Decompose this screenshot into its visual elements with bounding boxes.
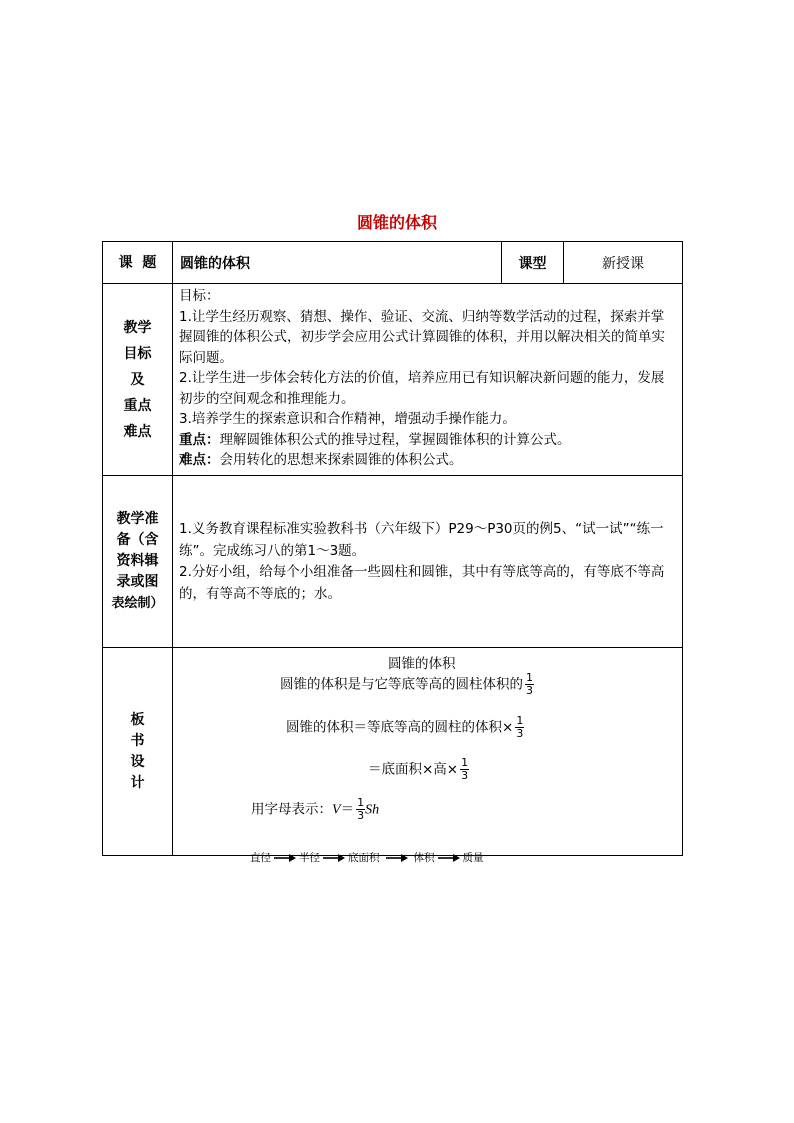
- arrow-right-icon: [438, 853, 460, 863]
- preparation-label-line: 教学准: [116, 511, 159, 527]
- board-row: [103, 648, 683, 856]
- preparation-item: 2.分好小组，给每个小组准备一些圆柱和圆锥，其中有等底等高的，有等底不等高的，有等高不等底的；水。: [179, 564, 665, 602]
- flow-item: 体积: [413, 852, 435, 864]
- objective-item: 1.让学生经历观察、猜想、操作、验证、交流、归纳等数学活动的过程，探索并掌握圆锥的体积公式，初步学会应用公式计算圆锥的体积，并用以解决相关的简单实际问题。: [179, 308, 665, 366]
- flow-item: 质量: [462, 852, 484, 864]
- formula-v: V: [332, 802, 341, 818]
- difficulty-text: 会用转化的思想来探索圆锥的体积公式。: [219, 452, 463, 468]
- type-label: 课型: [502, 242, 564, 284]
- fraction-denominator: 3: [357, 809, 365, 822]
- concept-flow: [250, 850, 484, 865]
- arrow-right-icon: [386, 853, 408, 863]
- fraction-numerator: 1: [516, 714, 524, 727]
- key-text: 理解圆锥体积公式的推导过程，掌握圆锥体积的计算公式。: [219, 431, 571, 448]
- objectives-label: [103, 284, 173, 476]
- formula-equals: ＝: [340, 801, 355, 818]
- board-line-3: [368, 757, 469, 782]
- fraction-numerator: 1: [461, 756, 469, 769]
- difficulty-label: 难点：: [179, 452, 220, 468]
- arrow-right-icon: [274, 853, 296, 863]
- board-line-4-label: 用字母表示：: [251, 801, 332, 818]
- board-label-line: 书: [130, 732, 145, 749]
- preparation-row: [103, 476, 683, 648]
- objectives-label-line: 教学: [123, 319, 152, 336]
- objectives-label-line: 及: [130, 371, 145, 388]
- objectives-heading: 目标：: [179, 288, 220, 304]
- fraction-denominator: 3: [516, 727, 524, 740]
- board-line-3-text: ＝底面积×高×: [368, 761, 459, 778]
- board-line-1-text: 圆锥的体积是与它等底等高的圆柱体积的: [280, 676, 523, 693]
- board-line-2-text: 圆锥的体积＝等底等高的圆柱的体积×: [286, 719, 514, 736]
- one-third-fraction: [525, 672, 534, 697]
- preparation-label: [103, 476, 173, 648]
- topic-value: 圆锥的体积: [173, 242, 502, 284]
- objectives-label-line: 目标: [123, 345, 152, 362]
- one-third-fraction: [515, 715, 524, 740]
- topic-row: [103, 242, 683, 284]
- fraction-denominator: 3: [526, 684, 533, 697]
- fraction-numerator: 1: [526, 671, 533, 684]
- preparation-label-line: 录或图: [116, 574, 159, 590]
- preparation-label-line: 备（含: [116, 532, 159, 548]
- document-title: 圆锥的体积: [356, 213, 437, 232]
- lesson-plan-table: [102, 241, 683, 856]
- type-value: 新授课: [564, 242, 683, 284]
- board-line-4: [251, 797, 379, 822]
- objectives-label-line: 重点: [123, 397, 152, 414]
- objective-item: 3.培养学生的探索意识和合作精神，增强动手操作能力。: [179, 411, 516, 427]
- difficulty-point: [179, 450, 676, 471]
- board-label: [103, 648, 173, 856]
- board-label-line: 板: [130, 711, 145, 728]
- objectives-row: [103, 284, 683, 476]
- preparation-label-line: 资料辑: [116, 553, 159, 569]
- objectives-label-line: 难点: [123, 423, 152, 440]
- formula-sh: Sh: [365, 802, 380, 818]
- preparation-item: 1.义务教育课程标准实验教科书（六年级下）P29～P30页的例5、“试一试”“练一练”。完成练习八的第1～3题。: [179, 521, 664, 559]
- one-third-fraction: [460, 757, 469, 782]
- flow-item: 直径: [250, 852, 271, 864]
- topic-label: 课 题: [103, 242, 173, 284]
- key-label: 重点：: [179, 431, 220, 448]
- key-point: [179, 430, 676, 451]
- flow-item: 底面积: [348, 852, 380, 864]
- board-line-2: [286, 715, 524, 740]
- arrow-right-icon: [323, 853, 345, 863]
- objective-item: 2.让学生进一步体会转化方法的价值，培养应用已有知识解决新问题的能力，发展初步的空间观念和推理能力。: [179, 370, 665, 407]
- board-content: [173, 648, 683, 856]
- board-label-line: 设: [130, 753, 145, 770]
- one-third-fraction: [356, 797, 365, 822]
- fraction-denominator: 3: [461, 769, 469, 782]
- board-label-line: 计: [130, 774, 145, 791]
- objectives-content: [173, 284, 683, 476]
- board-title: 圆锥的体积: [388, 656, 456, 672]
- flow-item: 半径: [299, 852, 320, 864]
- fraction-numerator: 1: [357, 796, 365, 809]
- board-line-1: [280, 672, 534, 697]
- preparation-content: [173, 476, 683, 648]
- preparation-label-line: 表绘制）: [111, 596, 164, 611]
